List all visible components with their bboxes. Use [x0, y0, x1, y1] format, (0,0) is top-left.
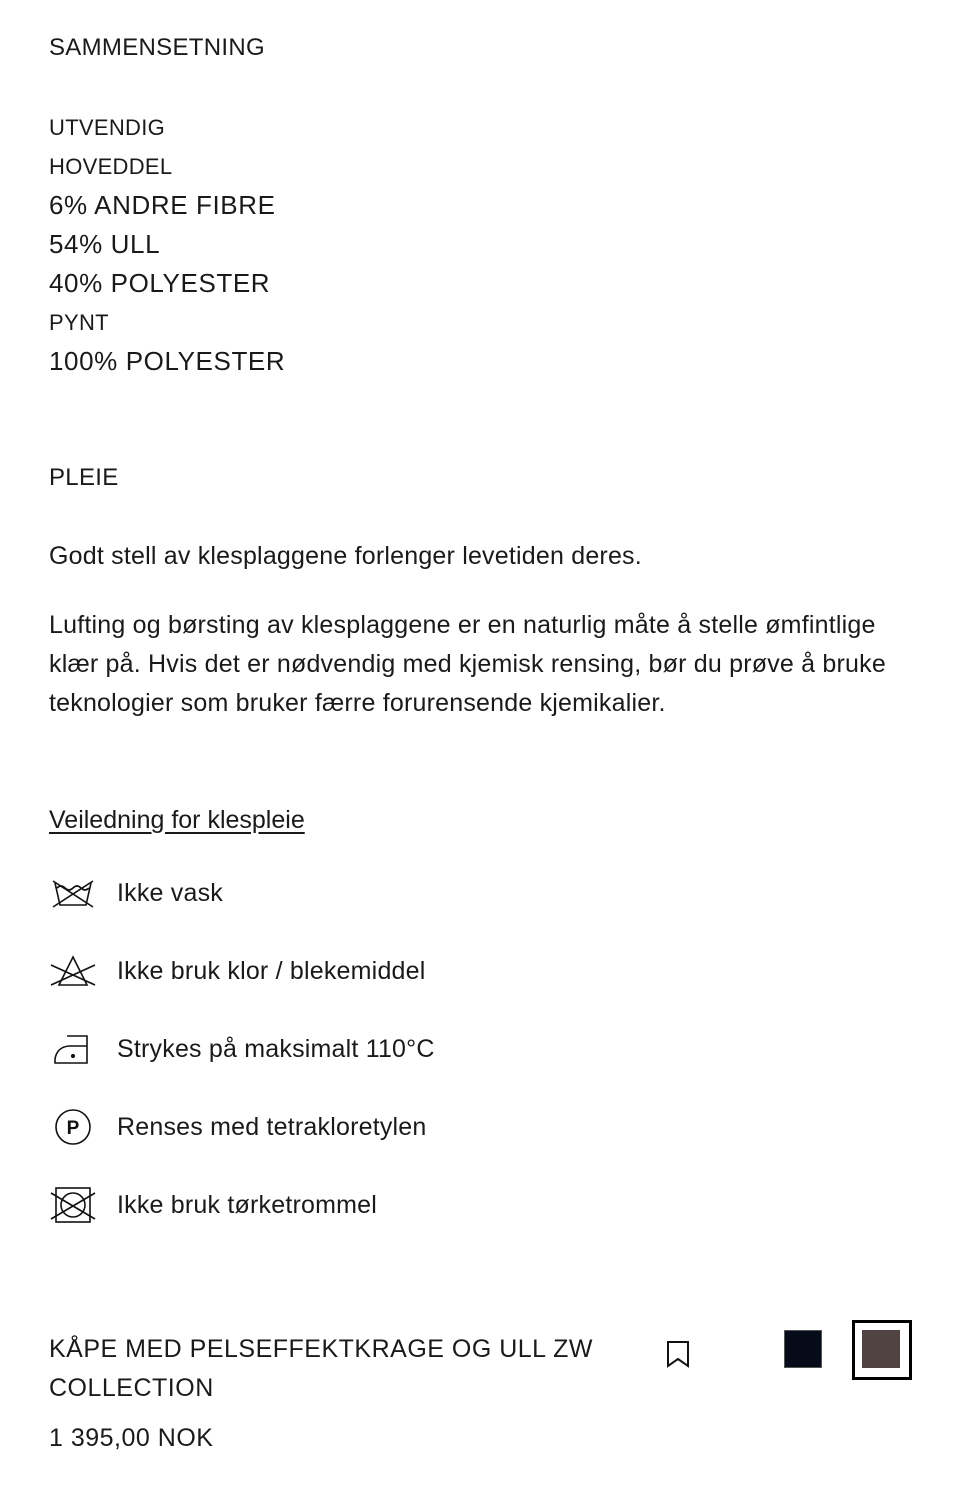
care-instruction — [49, 951, 426, 991]
care-title: PLEIE — [49, 464, 119, 491]
care-instruction — [49, 1107, 427, 1147]
bookmark-icon[interactable] — [664, 1338, 692, 1370]
part-label: HOVEDDEL — [49, 154, 173, 179]
part-label: PYNT — [49, 310, 109, 335]
care-instruction — [49, 1029, 435, 1069]
composition-section: UTVENDIG — [49, 115, 166, 140]
iron-low-icon — [49, 1029, 97, 1069]
product-price: 1 395,00 NOK — [49, 1424, 214, 1452]
no-tumble-dry-icon — [49, 1185, 97, 1225]
care-text: Ikke vask — [117, 878, 223, 907]
composition-item: 54% ULL — [49, 229, 161, 259]
color-swatch-navy[interactable] — [784, 1330, 822, 1368]
color-swatch-brown[interactable] — [862, 1330, 900, 1368]
care-text: Ikke bruk klor / blekemiddel — [117, 956, 426, 985]
care-text: Strykes på maksimalt 110°C — [117, 1034, 435, 1063]
product-title: KÅPE MED PELSEFFEKTKRAGE OG ULL ZW COLLECTION — [49, 1335, 593, 1402]
care-instruction — [49, 1185, 377, 1225]
care-instruction — [49, 873, 223, 913]
no-bleach-icon — [49, 951, 97, 991]
care-text: Renses med tetrakloretylen — [117, 1112, 427, 1141]
care-body: Lufting og børsting av klesplaggene er en naturlig måte å stelle ømfintlige klær på. Hvis det er nødvendig med kjemisk rensing, bør du prøve å bruke teknologier som bruker færre forurensende kjemikalier. — [49, 611, 886, 717]
care-guide-link[interactable]: Veiledning for klespleie — [49, 806, 305, 834]
composition-title: SAMMENSETNING — [49, 34, 265, 61]
svg-text:P: P — [66, 1118, 80, 1139]
composition-item: 100% POLYESTER — [49, 346, 286, 376]
composition-item: 6% ANDRE FIBRE — [49, 190, 276, 220]
care-intro: Godt stell av klesplaggene forlenger levetiden deres. — [49, 542, 642, 570]
composition-item: 40% POLYESTER — [49, 268, 271, 298]
dry-clean-p-icon — [49, 1107, 97, 1147]
no-wash-icon — [49, 873, 97, 913]
care-text: Ikke bruk tørketrommel — [117, 1190, 378, 1219]
